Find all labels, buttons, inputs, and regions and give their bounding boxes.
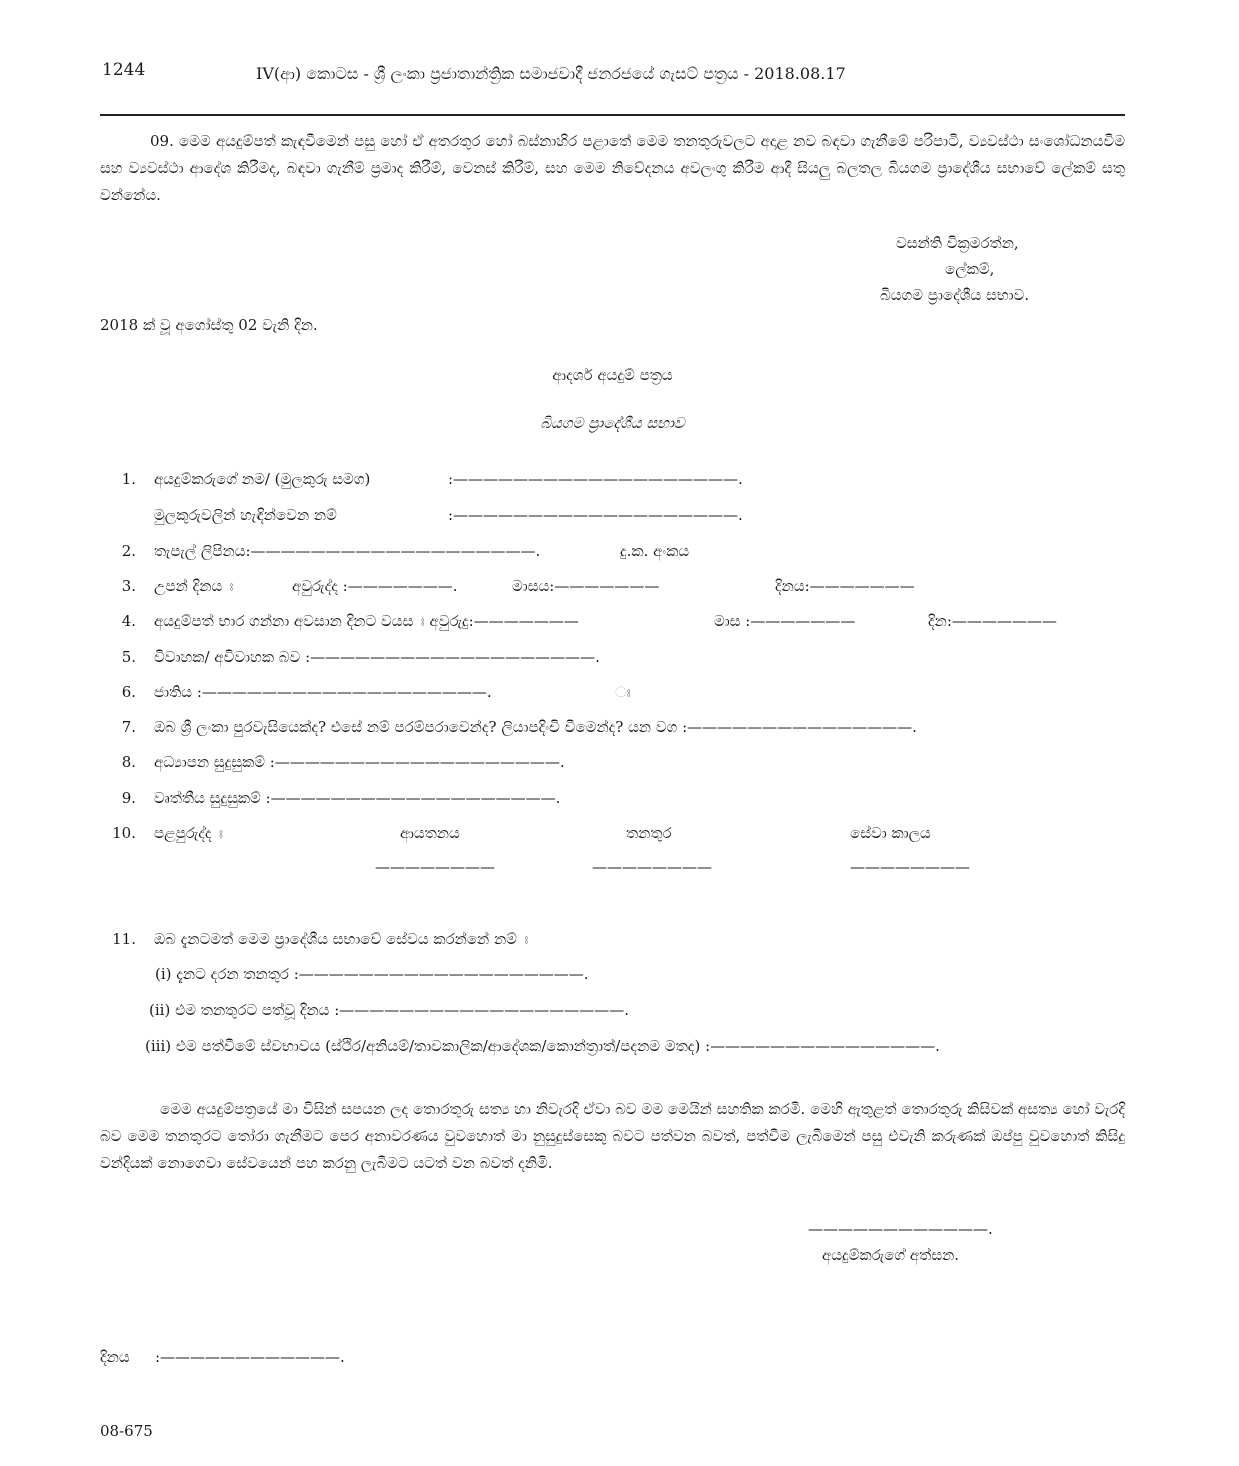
issue-date: 2018 ක් වූ අගෝස්තු 02 වැනි දින.: [100, 316, 318, 334]
clause-09-number: 09.: [150, 132, 174, 150]
item-4-month[interactable]: මාස :———————: [714, 612, 856, 630]
item-10-blank-service-period[interactable]: ————————: [850, 858, 970, 876]
item-3-month[interactable]: මාසය:———————: [512, 577, 660, 595]
item-1b-fill[interactable]: :———————————————————.: [448, 506, 743, 524]
item-4-day[interactable]: දින:———————: [928, 612, 1057, 630]
item-11-ii[interactable]: (ii) එම තනතුරට පත්වූ දිනය :———————————————————.: [149, 1001, 630, 1019]
clause-09: [100, 128, 1125, 209]
item-7-label[interactable]: ඔබ ශ්‍රී ලංකා පුරවැසියෙක්ද? එසේ නම් පරම්පරාවෙන්ද? ලියාපදිංචි වීමෙන්ද? යන වග :———————————————.: [154, 718, 917, 736]
form-title: ආදර්ශ අයදුම් පත්‍රය: [552, 366, 673, 384]
item-11-i[interactable]: (i) දැනට දරන තනතුර :———————————————————.: [155, 965, 589, 983]
item-5-label[interactable]: විවාහක/ අවිවාහක බව :———————————————————.: [154, 648, 600, 666]
signature-line[interactable]: ————————————.: [808, 1220, 993, 1238]
signatory-name: වසන්ති වික්‍රමරත්න,: [896, 234, 1019, 252]
page-number: 1244: [102, 60, 146, 80]
item-10-col-post: තනතුර: [626, 824, 672, 842]
item-8-number: 8.: [121, 753, 136, 771]
item-2-label[interactable]: තැපැල් ලිපිනය:———————————————————.: [154, 542, 541, 560]
header-rule: [100, 114, 1125, 116]
item-10-blank-post[interactable]: ————————: [592, 858, 712, 876]
item-4-number: 4.: [121, 612, 136, 630]
item-10-number: 10.: [112, 824, 136, 842]
form-subtitle: බියගම ප්‍රාදේශීය සභාව: [540, 414, 685, 432]
item-11-iii[interactable]: (iii) එම පත්වීමේ ස්වභාවය (ස්ථිර/අනියම්/තාවකාලික/ආදේශක/කොන්ත්‍රාත්/පදනම මතද) :———————————————.: [145, 1037, 940, 1055]
item-6-label[interactable]: ජාතිය :———————————————————.: [154, 683, 492, 701]
item-4-label[interactable]: අයදුම්පත් භාර ගන්නා අවසාන දිනට වයස ඃ අවුරුදු:———————: [154, 612, 579, 630]
item-6-number: 6.: [121, 683, 136, 701]
item-2-extra: දු.ක. අංකය: [620, 542, 690, 560]
item-1-label: අයදුම්කරුගේ නම/ (මුලකුරු සමග): [154, 470, 371, 488]
item-3-day[interactable]: දිනය:———————: [775, 577, 915, 595]
item-10-label: පළපුරුද්ද ඃ: [154, 824, 223, 842]
item-6-extra: ඃ: [615, 683, 631, 701]
item-1-fill[interactable]: :———————————————————.: [448, 470, 743, 488]
date-field-fill[interactable]: :————————————.: [155, 1348, 345, 1366]
item-10-col-service-period: සේවා කාලය: [850, 824, 931, 842]
clause-09-text: මෙම අයදුම්පත් කැඳවීමෙන් පසු හෝ ඒ අතරතුර හෝ බස්නාහිර පළාතේ මෙම තනතුරුවලට අදාළ නව බඳවා ගැනීමේ පරිපාටි, ව්‍යවස්ථා සංශෝධනයවීම සහ ව්‍යවස්ථා ආදේශ කිරීමද, බඳවා ගැනීම් ප්‍රමාද කිරීම්, වෙනස් කිරීම්, සහ මෙම නිවේදනය අවලංගු කිරීම ආදී සියලු බලතල බියගම ප්‍රාදේශීය සභාවේ ලේකම් සතු වන්නේය.: [100, 132, 1125, 204]
signatory-office: බියගම ප්‍රාදේශීය සභාව.: [880, 286, 1030, 304]
item-9-number: 9.: [121, 789, 136, 807]
item-3-number: 3.: [121, 577, 136, 595]
date-field-label: දිනය: [100, 1348, 130, 1366]
footer-code: 08-675: [100, 1422, 153, 1440]
item-5-number: 5.: [121, 648, 136, 666]
item-8-label[interactable]: අධ්‍යාපන සුදුසුකම් :———————————————————.: [154, 753, 565, 771]
item-9-label[interactable]: වෘත්තීය සුදුසුකම් :———————————————————.: [154, 789, 561, 807]
item-7-number: 7.: [121, 718, 136, 736]
declaration-text: මෙම අයදුම්පත්‍රයේ මා විසින් සපයන ලද තොරතුරු සත්‍ය හා නිවැරදි ඒවා බව මම මෙයින් සහතික කරමි. මෙහි ඇතුළත් තොරතුරු කිසිවක් අසත්‍ය හෝ වැරදි බව මෙම තනතුරට තෝරා ගැනීමට පෙර අනාවරණය වුවහොත් මා නුසුදුස්සෙකු බවට පත්වන බවත්, පත්වීම ලැබීමෙන් පසු එවැනි කරුණක් ඔප්පු වුවහොත් කිසිදු වන්දියක් නොගෙවා සේවයෙන් පහ කරනු ලැබීමට යටත් වන බවත් දනිමි.: [100, 1100, 1125, 1172]
item-11-number: 11.: [112, 930, 136, 948]
item-2-number: 2.: [121, 542, 136, 560]
signature-label: අයදුම්කරුගේ අත්සන.: [822, 1246, 960, 1264]
declaration: [100, 1096, 1125, 1177]
item-3-year[interactable]: අවුරුද්ද :———————.: [292, 577, 458, 595]
item-1-number: 1.: [121, 470, 136, 488]
item-10-blank-institution[interactable]: ————————: [375, 858, 495, 876]
item-11-label: ඔබ දැනටමත් මෙම ප්‍රාදේශීය සභාවේ සේවය කරන්නේ නම් ඃ: [154, 930, 529, 948]
gazette-header-title: IV(ආ) කොටස - ශ්‍රී ලංකා ප්‍රජාතාන්ත්‍රික සමාජවාදී ජනරජයේ ගැසට් පත්‍රය - 2018.08.17: [256, 64, 846, 83]
signatory-title: ලේකම්,: [945, 260, 995, 278]
item-3-label: උපන් දිනය ඃ: [154, 577, 234, 595]
item-10-col-institution: ආයතනය: [400, 824, 460, 842]
item-1b-label: මුලකුරුවලින් හැඳින්වෙන නම්: [154, 506, 337, 524]
